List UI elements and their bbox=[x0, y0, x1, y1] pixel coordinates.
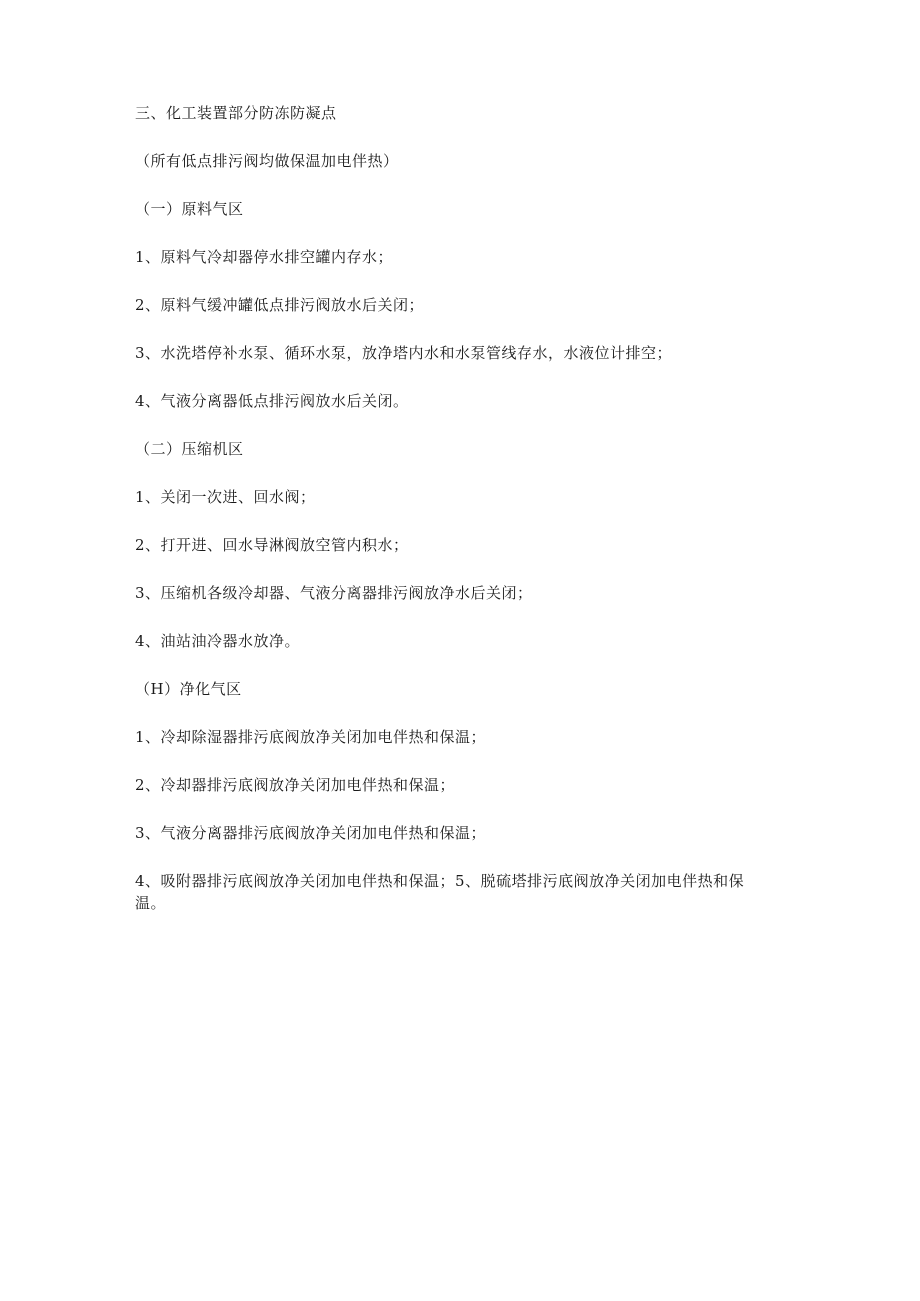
list-item: 3、水洗塔停补水泵、循环水泵，放净塔内水和水泵管线存水，水液位计排空； bbox=[135, 344, 673, 362]
list-item: 1、冷却除湿器排污底阀放净关闭加电伴热和保温； bbox=[135, 728, 487, 746]
list-item: 3、压缩机各级冷却器、气液分离器排污阀放净水后关闭； bbox=[135, 584, 533, 602]
list-item: 2、冷却器排污底阀放净关闭加电伴热和保温； bbox=[135, 776, 456, 794]
list-item: 2、打开进、回水导淋阀放空管内积水； bbox=[135, 536, 409, 554]
list-item: 1、原料气冷却器停水排空罐内存水； bbox=[135, 248, 394, 266]
list-item: 4、气液分离器低点排污阀放水后关闭。 bbox=[135, 392, 409, 410]
list-item-wrapped: 4、吸附器排污底阀放净关闭加电伴热和保温；5、脱硫塔排污底阀放净关闭加电伴热和保温。 bbox=[135, 872, 745, 912]
section-heading-compressor: （二）压缩机区 bbox=[135, 440, 244, 458]
document-page bbox=[135, 102, 775, 914]
document-title: 三、化工装置部分防冻防凝点 bbox=[135, 104, 337, 122]
section-heading-purified-gas: （H）净化气区 bbox=[135, 680, 242, 698]
list-item: 2、原料气缓冲罐低点排污阀放水后关闭； bbox=[135, 296, 425, 314]
list-item: 3、气液分离器排污底阀放净关闭加电伴热和保温； bbox=[135, 824, 487, 842]
document-note: （所有低点排污阀均做保温加电伴热） bbox=[135, 152, 399, 170]
section-heading-raw-gas: （一）原料气区 bbox=[135, 200, 244, 218]
list-item: 1、关闭一次进、回水阀； bbox=[135, 488, 316, 506]
list-item: 4、油站油冷器水放净。 bbox=[135, 632, 301, 650]
